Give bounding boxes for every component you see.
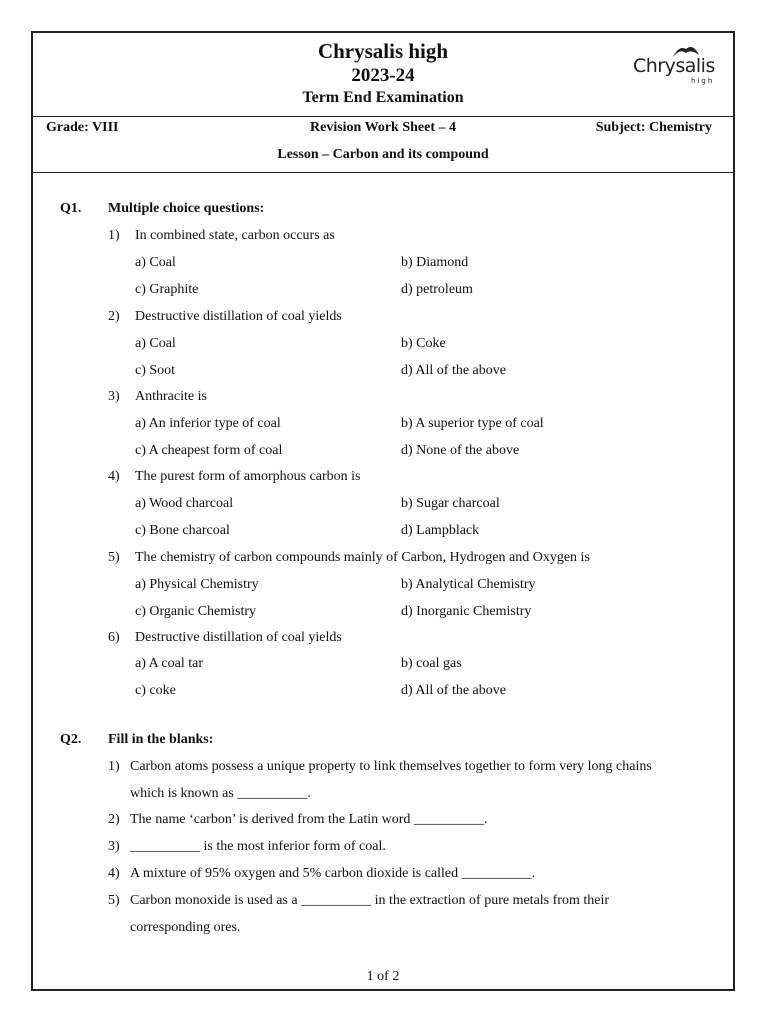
- mcq-option: a) Wood charcoal: [135, 496, 234, 511]
- mcq-number: 1): [108, 228, 120, 243]
- mcq-option: a) Coal: [135, 255, 176, 270]
- blank-question: Carbon monoxide is used as a __________ in the extraction of pure metals from their: [130, 893, 610, 908]
- lesson-title: Lesson – Carbon and its compound: [277, 147, 489, 162]
- mcq-option: c) A cheapest form of coal: [135, 443, 283, 458]
- mcq-question: The purest form of amorphous carbon is: [135, 469, 361, 484]
- mcq-option: a) Physical Chemistry: [135, 577, 259, 592]
- blank-question-cont: corresponding ores.: [130, 920, 241, 935]
- mcq-option: d) petroleum: [401, 282, 473, 297]
- blank-number: 1): [108, 759, 120, 774]
- q2-number: Q2.: [60, 732, 82, 747]
- page-number: 1 of 2: [366, 969, 400, 984]
- school-logo: [633, 43, 725, 89]
- blank-number: 4): [108, 866, 120, 881]
- mcq-option: b) Analytical Chemistry: [401, 577, 536, 592]
- mcq-option: c) Organic Chemistry: [135, 604, 257, 619]
- blank-number: 2): [108, 812, 120, 827]
- mcq-option: b) Diamond: [401, 255, 469, 270]
- mcq-option: c) Soot: [135, 363, 176, 378]
- mcq-number: 3): [108, 389, 120, 404]
- mcq-question: Destructive distillation of coal yields: [135, 309, 342, 324]
- mcq-option: a) An inferior type of coal: [135, 416, 281, 431]
- mcq-option: b) Sugar charcoal: [401, 496, 500, 511]
- mcq-option: d) Inorganic Chemistry: [401, 604, 532, 619]
- header: [33, 33, 733, 117]
- mcq-option: a) Coal: [135, 336, 176, 351]
- mcq-question: Anthracite is: [135, 389, 207, 404]
- mcq-question: The chemistry of carbon compounds mainly of Carbon, Hydrogen and Oxygen is: [135, 550, 590, 565]
- blank-question: Carbon atoms possess a unique property to link themselves together to form very long chains: [130, 759, 652, 774]
- mcq-number: 5): [108, 550, 120, 565]
- mcq-option: d) None of the above: [401, 443, 520, 458]
- q1-title: Multiple choice questions:: [108, 201, 265, 216]
- logo-text: Chrysalis: [633, 55, 715, 77]
- mcq-option: d) All of the above: [401, 683, 506, 698]
- mcq-number: 2): [108, 309, 120, 324]
- academic-year: 2023-24: [351, 65, 415, 86]
- blank-number: 5): [108, 893, 120, 908]
- mcq-option: c) coke: [135, 683, 176, 698]
- blank-number: 3): [108, 839, 120, 854]
- mcq-question: In combined state, carbon occurs as: [135, 228, 335, 243]
- mcq-option: b) A superior type of coal: [401, 416, 544, 431]
- mcq-option: c) Bone charcoal: [135, 523, 230, 538]
- school-name: Chrysalis high: [317, 39, 449, 63]
- mcq-option: d) All of the above: [401, 363, 506, 378]
- mcq-number: 6): [108, 630, 120, 645]
- mcq-option: b) Coke: [401, 336, 446, 351]
- logo-subtext: high: [691, 77, 715, 85]
- worksheet-meta: [33, 117, 733, 173]
- exam-title: Term End Examination: [302, 89, 464, 106]
- q1-number: Q1.: [60, 201, 82, 216]
- blank-question: A mixture of 95% oxygen and 5% carbon dioxide is called __________.: [130, 866, 536, 881]
- mcq-option: b) coal gas: [401, 656, 462, 671]
- blank-question: The name ‘carbon’ is derived from the Latin word __________.: [130, 812, 488, 827]
- sheet-title: Revision Work Sheet – 4: [310, 120, 456, 135]
- mcq-option: a) A coal tar: [135, 656, 204, 671]
- blank-question-cont: which is known as __________.: [130, 786, 311, 801]
- q2-title: Fill in the blanks:: [108, 732, 214, 747]
- subject-label: Subject: Chemistry: [595, 120, 712, 135]
- worksheet-page: [31, 31, 735, 991]
- mcq-question: Destructive distillation of coal yields: [135, 630, 342, 645]
- mcq-number: 4): [108, 469, 120, 484]
- mcq-option: d) Lampblack: [401, 523, 480, 538]
- blank-question: __________ is the most inferior form of coal.: [130, 839, 386, 854]
- mcq-option: c) Graphite: [135, 282, 199, 297]
- grade-label: Grade: VIII: [46, 120, 119, 135]
